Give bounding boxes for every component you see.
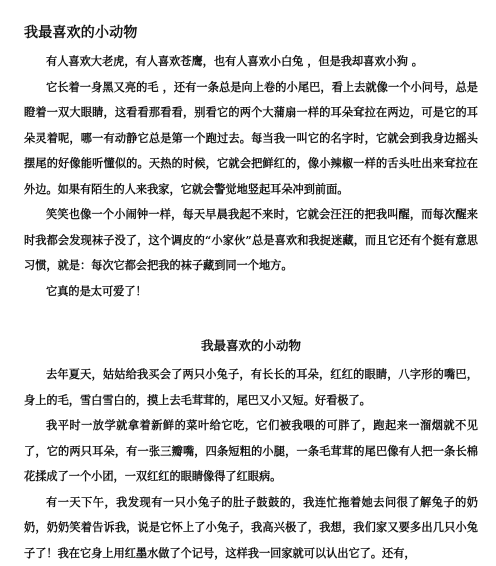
essay-2 — [24, 338, 478, 566]
essay-2-title: 我最喜欢的小动物 — [24, 338, 478, 354]
essay-1-paragraph-2: 它长着一身黑又亮的毛 ，还有一条总是向上卷的小尾巴，看上去就像一个小问号，总是瞪着一双大眼睛，这看看那看看，别看它的两个大蒲扇一样的耳朵耷拉在两边，可是它的耳朵灵着呢，哪一有动静它总是第一个跑过去。每当我一叫它的名字时，它就会到我身边摇头摆尾的好像能听懂似的。天热的时候，它就会把鲜红的，像小辣椒一样的舌头吐出来耷拉在外边。如果有陌生的人来我家，它就会警觉地竖起耳朵冲到前面。 — [24, 75, 478, 203]
section-spacer — [24, 304, 478, 338]
essay-2-paragraph-3: 有一天下午，我发现有一只小兔子的肚子鼓鼓的，我连忙拖着她去问很了解兔子的奶奶，奶奶笑着告诉我，说是它怀上了小兔子，我高兴极了，我想，我们家又要多出几只小兔子了！我在它身上用红墨水做了个记号，这样我一回家就可以认出它了。还有， — [24, 490, 478, 566]
essay-1-paragraph-4: 它真的是太可爱了！ — [24, 279, 478, 305]
essay-1-paragraph-1: 有人喜欢大老虎，有人喜欢苍鹰，也有人喜欢小白兔 ，但是我却喜欢小狗 。 — [24, 49, 478, 75]
essay-2-paragraph-2: 我平时一放学就拿着新鲜的菜叶给它吃，它们被我喂的可胖了，跑起来一溜烟就不见了，它的两只耳朵，有一张三瓣嘴，四条短粗的小腿，一条毛茸茸的尾巴像有人把一条长棉花揉成了一个小团，一双红红的眼睛像得了红眼病。 — [24, 413, 478, 490]
essay-1-title: 我最喜欢的小动物 — [24, 24, 478, 42]
essay-1-paragraph-3: 笑笑也像一个小闹钟一样，每天早晨我起不来时，它就会汪汪的把我叫醒，而每次醒来时我都会发现袜子没了，这个调皮的“小家伙”总是喜欢和我捉迷藏，而且它还有个挺有意思习惯，就是：每次它都会把我的袜子藏到同一个地方。 — [24, 202, 478, 279]
essay-2-paragraph-1: 去年夏天，姑姑给我买会了两只小兔子，有长长的耳朵，红红的眼睛，八字形的嘴巴，身上的毛，雪白雪白的，摸上去毛茸茸的，尾巴又小又短。好看极了。 — [24, 362, 478, 413]
essay-1 — [24, 24, 478, 304]
